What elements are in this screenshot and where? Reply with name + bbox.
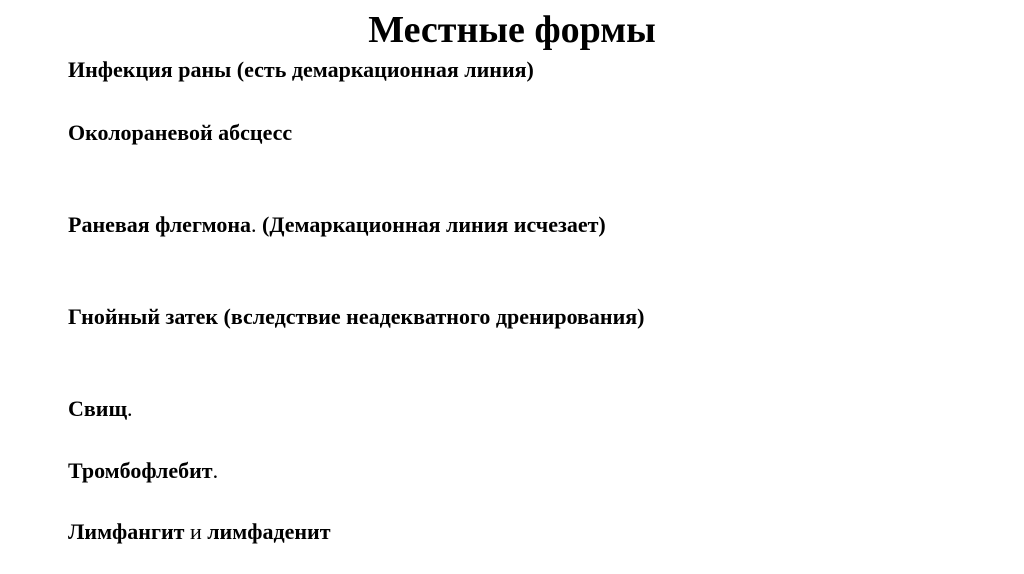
list-item	[68, 518, 331, 546]
list-item	[68, 395, 133, 423]
item-text: Околораневой абсцесс	[68, 120, 293, 145]
list-item	[68, 211, 606, 239]
slide-title: Местные формы	[368, 9, 656, 51]
list-item	[68, 303, 645, 331]
item-text-continued: лимфаденит	[207, 519, 331, 544]
item-punctuation: .	[251, 212, 263, 237]
list-item	[68, 56, 534, 84]
item-text: Инфекция раны (есть демаркационная линия)	[68, 57, 534, 82]
item-punctuation: .	[212, 458, 219, 483]
item-text: Раневая флегмона	[68, 212, 252, 237]
list-item	[68, 457, 218, 485]
item-text: Гнойный затек (вследствие неадекватного дренирования)	[68, 304, 645, 329]
item-conjunction: и	[184, 519, 208, 544]
item-text: Свищ	[68, 396, 128, 421]
item-text: Тромбофлебит	[68, 458, 213, 483]
item-text-continued: (Демаркационная линия исчезает)	[262, 212, 606, 237]
item-punctuation: .	[127, 396, 133, 421]
list-item	[68, 119, 292, 147]
item-text: Лимфангит	[68, 519, 185, 544]
